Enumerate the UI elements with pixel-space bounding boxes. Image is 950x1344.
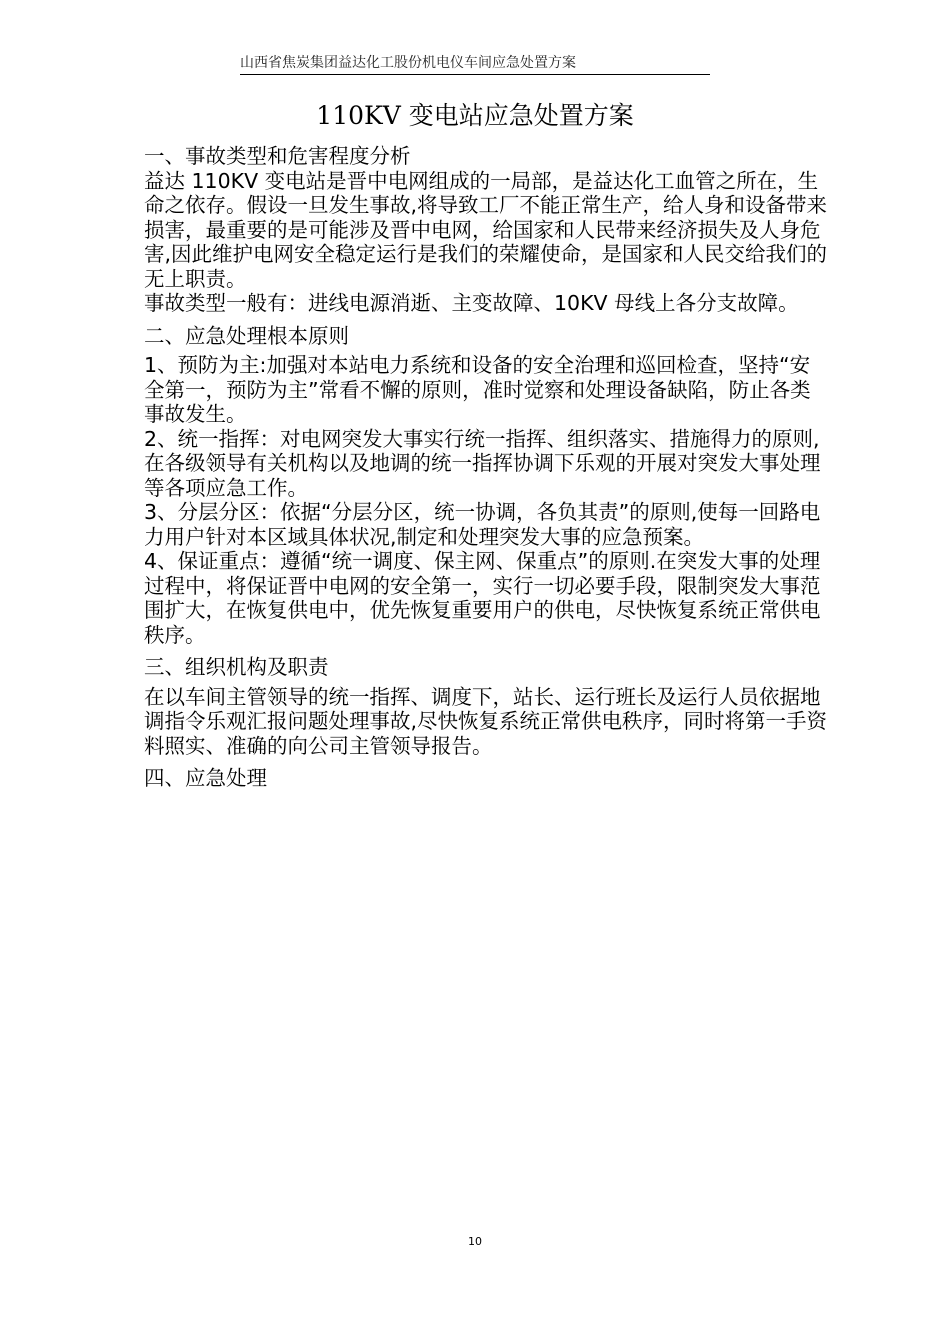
document-title: 110KV 变电站应急处置方案 bbox=[316, 101, 634, 130]
paragraph: 3、分层分区：依据“分层分区，统一协调，各负其责”的原则,使每一回路电力用户针对本区域具体状况,制定和处理突发大事的应急预案。 bbox=[144, 500, 821, 549]
paragraph: 1、预防为主:加强对本站电力系统和设备的安全治理和巡回检查，坚持“安全第一，预防为主”常看不懈的原则，准时觉察和处理设备缺陷，防止各类事故发生。 bbox=[144, 353, 811, 426]
paragraph: 4、保证重点：遵循“统一调度、保主网、保重点”的原则.在突发大事的处理过程中，将保证晋中电网的安全第一，实行一切必要手段，限制突发大事范围扩大，在恢复供电中，优先恢复重要用户的供电，尽快恢复系统正常供电秩序。 bbox=[144, 549, 821, 647]
paragraph: 在以车间主管领导的统一指挥、调度下，站长、运行班长及运行人员依据地调指令乐观汇报问题处理事故,尽快恢复系统正常供电秩序，同时将第一手资料照实、准确的向公司主管领导报告。 bbox=[144, 684, 828, 758]
paragraph: 2、统一指挥：对电网突发大事实行统一指挥、组织落实、措施得力的原则,在各级领导有关机构以及地调的统一指挥协调下乐观的开展对突发大事处理等各项应急工作。 bbox=[144, 426, 821, 500]
section-heading-3: 三、组织机构及职责 bbox=[144, 655, 329, 679]
page-number: 10 bbox=[468, 1235, 482, 1248]
running-header: 山西省焦炭集团益达化工股份机电仪车间应急处置方案 bbox=[240, 54, 710, 75]
paragraph: 益达 110KV 变电站是晋中电网组成的一局部，是益达化工血管之所在，生命之依存。假设一旦发生事故,将导致工厂不能正常生产，给人身和设备带来损害，最重要的是可能涉及晋中电网，给国家和人民带来经济损失及人身危害,因此维护电网安全稳定运行是我们的荣耀使命，是国家和人民交给我们的无上职责。 bbox=[144, 168, 828, 291]
paragraph: 事故类型一般有：进线电源消逝、主变故障、10KV 母线上各分支故障。 bbox=[144, 291, 799, 315]
document-body bbox=[144, 144, 828, 791]
section-heading-1: 一、事故类型和危害程度分析 bbox=[144, 144, 411, 168]
section-heading-2: 二、应急处理根本原则 bbox=[144, 323, 349, 348]
section-heading-4: 四、应急处理 bbox=[144, 766, 267, 790]
